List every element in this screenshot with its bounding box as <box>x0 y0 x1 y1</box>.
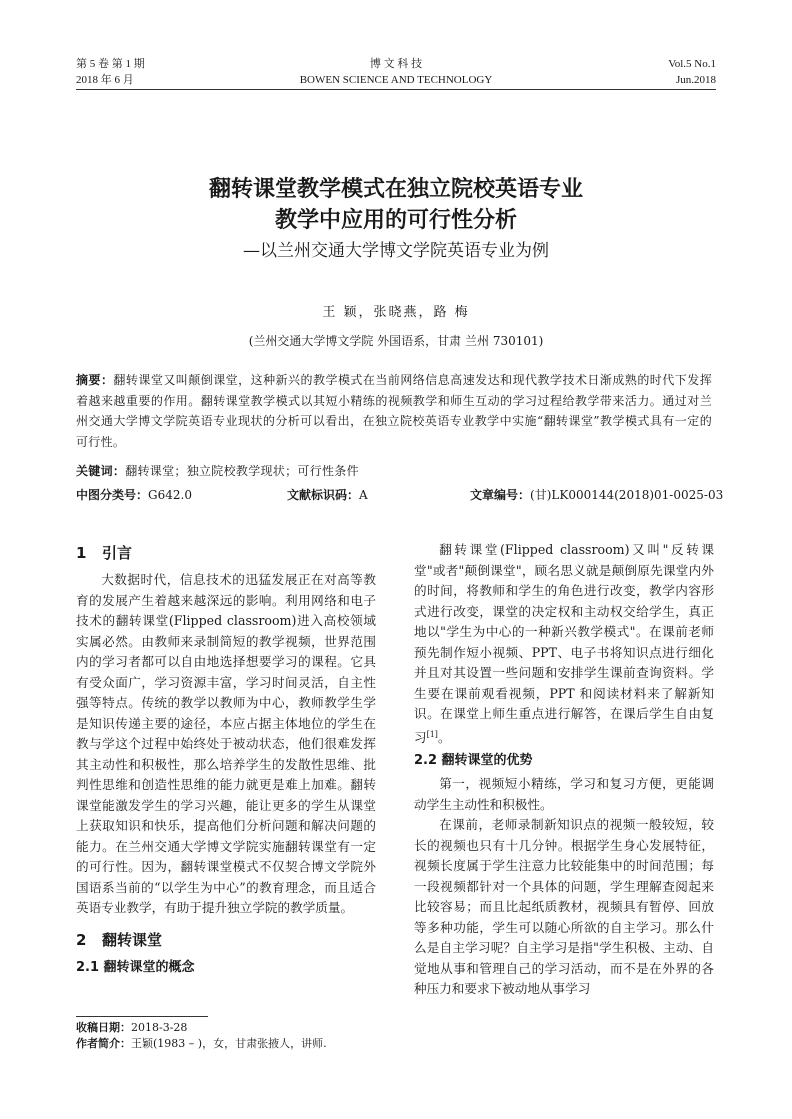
abstract-label: 摘要： <box>76 373 114 387</box>
article-number-label: 文章编号： <box>470 488 531 502</box>
footnote-rule <box>76 1016 208 1017</box>
right-column <box>414 540 714 1000</box>
keywords-text: 翻转课堂；独立院校教学现状；可行性条件 <box>125 464 359 478</box>
received-date <box>76 1020 187 1035</box>
publication-date-en: Jun.2018 <box>675 74 716 86</box>
subtitle: —以兰州交通大学博文学院英语专业为例 <box>243 241 549 261</box>
received-date-value: 2018-3-28 <box>131 1021 188 1034</box>
section-2-title: 翻转课堂 <box>102 930 163 949</box>
received-date-label: 收稿日期： <box>76 1021 131 1034</box>
section-2-1-end: 。 <box>437 729 451 745</box>
section-2-2-heading: 2.2 翻转课堂的优势 <box>414 753 533 769</box>
document-code <box>287 486 368 503</box>
keywords <box>76 461 712 482</box>
left-column <box>76 536 376 981</box>
journal-name-en: BOWEN SCIENCE AND TECHNOLOGY <box>299 74 493 86</box>
author-bio <box>76 1036 327 1051</box>
journal-name-cn: 博 文 科 技 <box>369 58 423 70</box>
clc-number <box>76 486 192 503</box>
doc-code-value: A <box>359 488 368 502</box>
section-2-1-paragraph <box>414 540 714 748</box>
section-2-number: 2 <box>76 930 87 949</box>
author-bio-value: 王颖(1983 – )，女，甘肃张掖人，讲师. <box>131 1037 327 1050</box>
clc-label: 中图分类号： <box>76 488 149 502</box>
abstract-text: 翻转课堂又叫颠倒课堂，这种新兴的教学模式在当前网络信息高速发达和现代教学技术日渐成熟的时代下发挥着越来越重要的作用。翻转课堂教学模式以其短小精练的视频教学和师生互动的学习过程给教学带来活力。通过对兰州交通大学博文学院英语专业现状的分析可以看出，在独立院校英语专业教学中实施“翻转课堂”教学模式具有一定的可行性。 <box>76 373 712 449</box>
section-2-1-heading: 2.1 翻转课堂的概念 <box>76 959 195 975</box>
section-1-number: 1 <box>76 544 87 562</box>
authors: 王 颖，张晓燕，路 梅 <box>322 305 470 320</box>
article-number-value: (甘)LK000144(2018)01-0025-03 <box>530 488 724 502</box>
article-number <box>470 486 723 503</box>
author-bio-label: 作者简介： <box>76 1037 131 1050</box>
section-1-title: 引言 <box>102 544 133 562</box>
section-2-1-text: 翻转课堂(Flipped classroom)又叫"反转课堂"或者"颠倒课堂"，顾名思义就是颠倒原先课堂内外的时间，将教师和学生的角色进行改变，教学内容形式进行改变，课堂的决定权和主动权交给学生，真正地以"学生为中心的一种新兴教学模式"。在课前老师预先制作短小视频、PPT、电子书将知识点进行细化并且对其设置一些问题和安排学生课前查询资料。学生要在课前观看视频，PPT 和阅读材料来了解新知识。在课堂上师生重点进行解答，在课后学生自由复习 <box>414 542 714 745</box>
volume-issue: 第 5 卷 第 1 期 <box>76 58 145 70</box>
title-line-1: 翻转课堂教学模式在独立院校英语专业 <box>208 176 583 202</box>
section-2-2-paragraph-1: 第一，视频短小精练，学习和复习方便，更能调动学生主动性和积极性。 <box>414 776 714 812</box>
header-rule <box>76 89 716 90</box>
reference-marker: [1] <box>426 729 438 739</box>
keywords-label: 关键词： <box>76 464 126 478</box>
section-1-heading <box>76 542 376 564</box>
doc-code-label: 文献标识码： <box>287 488 360 502</box>
affiliation: (兰州交通大学博文学院 外国语系，甘肃 兰州 730101) <box>248 334 544 348</box>
abstract <box>76 370 712 452</box>
section-1-paragraph: 大数据时代，信息技术的迅猛发展正在对高等教育的发展产生着越来越深远的影响。利用网络和电子技术的翻转课堂(Flipped classroom)进入高校领域实属必然。由教师来录制简短的教学视频，世界范围内的学习者都可以自由地选择想要学习的课程。它具有受众面广，学习资源丰富，学习时间灵活，自主性强等特点。传统的教学以教师为中心，教师教学生学是知识传递主要的途径，本应占据主体地位的学生在教与学这个过程中始终处于被动状态，他们很难发挥其主动性和积极性，那么培养学生的发散性思维、批判性思维和创造性思维的能力就更是难上加难。翻转课堂能激发学生的学习兴趣，能让更多的学生从课堂上获取知识和快乐，提高他们分析问题和解决问题的能力。在兰州交通大学博文学院实施翻转课堂有一定的可行性。因为，翻转课堂模式不仅契合博文学院外国语系当前的“以学生为中心”的教育理念，而且适合英语专业教学，有助于提升独立学院的教学质量。 <box>76 572 376 915</box>
title-line-2: 教学中应用的可行性分析 <box>274 207 517 233</box>
volume-issue-en: Vol.5 No.1 <box>668 58 716 70</box>
clc-value: G642.0 <box>148 488 192 502</box>
publication-date: 2018 年 6 月 <box>76 74 134 86</box>
section-2-heading <box>76 929 376 951</box>
section-2-2-paragraph-2: 在课前，老师录制新知识点的视频一般较短，较长的视频也只有十几分钟。根据学生身心发展特征，视频长度属于学生注意力比较能集中的时间范围；每一段视频都针对一个具体的问题，学生理解查阅起来比较容易；而且比起纸质教材，视频具有暂停、回放等多种功能，学生可以随心所欲的自主学习。那么什么是自主学习呢？自主学习是指"学生积极、主动、自觉地从事和管理自己的学习活动，而不是在外界的各种压力和要求下被动地从事学习 <box>414 817 714 997</box>
